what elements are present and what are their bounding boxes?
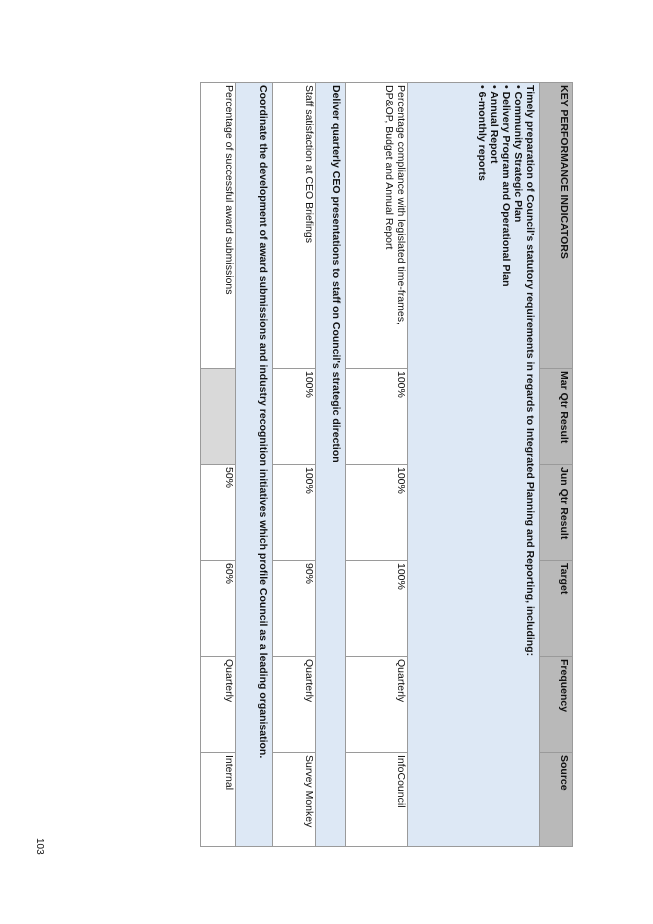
source-cell: Internal: [201, 753, 236, 847]
list-item: • Delivery Program and Operational Plan: [500, 85, 512, 844]
kpi-cell: Percentage compliance with legislated time-frames, DP&OP, Budget and Annual Report: [346, 83, 408, 369]
header-kpi: KEY PERFORMANCE INDICATORS: [540, 83, 573, 369]
table-row: [273, 83, 316, 847]
section-heading-row: [236, 83, 273, 847]
ipr-requirements-list: [476, 85, 524, 844]
header-frequency: Frequency: [540, 657, 573, 753]
kpi-cell: Staff satisfaction at CEO Briefings: [273, 83, 316, 369]
jun-result-cell: 100%: [273, 465, 316, 561]
section-heading-ceo: Deliver quarterly CEO presentations to staff on Council's strategic direction: [316, 83, 346, 847]
target-cell: 100%: [346, 561, 408, 657]
frequency-cell: Quarterly: [201, 657, 236, 753]
table-row: [201, 83, 236, 847]
section-heading-row: [408, 83, 540, 847]
frequency-cell: Quarterly: [273, 657, 316, 753]
jun-result-cell: 100%: [346, 465, 408, 561]
list-item: • Community Strategic Plan: [512, 85, 524, 844]
source-cell: Survey Monkey: [273, 753, 316, 847]
jun-result-cell: 50%: [201, 465, 236, 561]
mar-result-cell: 100%: [346, 369, 408, 465]
header-source: Source: [540, 753, 573, 847]
mar-result-cell: 100%: [273, 369, 316, 465]
kpi-table: [200, 82, 573, 847]
table-row: [346, 83, 408, 847]
header-jun-qtr: Jun Qtr Result: [540, 465, 573, 561]
target-cell: 90%: [273, 561, 316, 657]
section-heading-text: Timely preparation of Council's statutory requirements in regards to Integrated Planning and Reporting, including:: [524, 85, 536, 657]
target-cell: 60%: [201, 561, 236, 657]
rotated-kpi-table-wrapper: [222, 82, 573, 846]
frequency-cell: Quarterly: [346, 657, 408, 753]
source-cell: InfoCouncil: [346, 753, 408, 847]
header-mar-qtr: Mar Qtr Result: [540, 369, 573, 465]
page-number: 103: [34, 838, 45, 855]
header-target: Target: [540, 561, 573, 657]
section-heading-ipr: [408, 83, 540, 847]
table-header-row: [540, 83, 573, 847]
kpi-cell: Percentage of successful award submissions: [201, 83, 236, 369]
list-item: • 6-monthly reports: [476, 85, 488, 844]
list-item: • Annual Report: [488, 85, 500, 844]
section-heading-row: [316, 83, 346, 847]
section-heading-awards: Coordinate the development of award submissions and industry recognition initiatives which profile Council as a leading organisation.: [236, 83, 273, 847]
mar-result-cell: [201, 369, 236, 465]
